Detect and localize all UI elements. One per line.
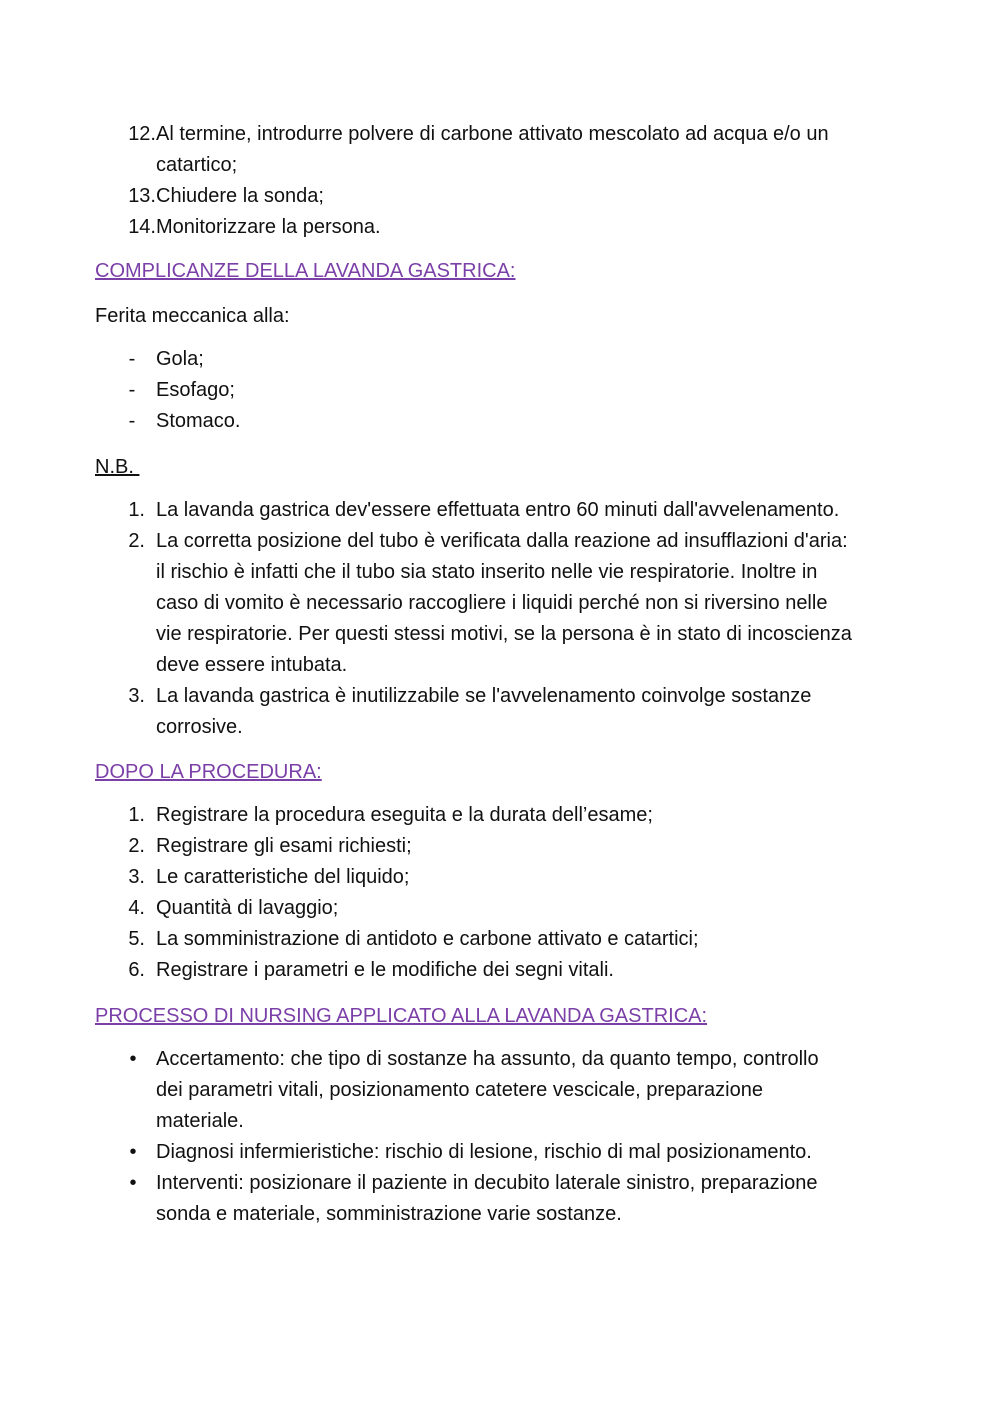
- list-text: corrosive.: [156, 716, 243, 738]
- list-text: Registrare gli esami richiesti;: [156, 835, 412, 857]
- list-item-continuation: [95, 1106, 915, 1137]
- dash-marker: -: [128, 379, 136, 401]
- list-item: [95, 924, 915, 955]
- list-item: [95, 495, 915, 526]
- nursing-list: [95, 1044, 915, 1230]
- list-text: catartico;: [156, 154, 238, 176]
- list-number: 2.: [128, 530, 145, 552]
- list-item: [95, 1168, 915, 1199]
- list-item: [95, 375, 915, 406]
- list-item: [95, 181, 915, 212]
- list-item-continuation: [95, 1075, 915, 1106]
- complicanze-list: [95, 344, 915, 437]
- bullet-marker: •: [129, 1141, 137, 1163]
- list-text: Al termine, introdurre polvere di carbone attivato mescolato ad acqua e/o un: [156, 123, 829, 145]
- list-text: Monitorizzare la persona.: [156, 216, 381, 238]
- list-text: Quantità di lavaggio;: [156, 897, 339, 919]
- list-item: [95, 344, 915, 375]
- list-text: Diagnosi infermieristiche: rischio di lesione, rischio di mal posizionamento.: [156, 1141, 812, 1163]
- list-text: deve essere intubata.: [156, 654, 348, 676]
- dopo-heading: DOPO LA PROCEDURA:: [95, 761, 322, 783]
- dopo-list: [95, 800, 915, 986]
- list-item-continuation: [95, 619, 915, 650]
- list-text: dei parametri vitali, posizionamento catetere vescicale, preparazione: [156, 1079, 763, 1101]
- list-number: 4.: [128, 897, 145, 919]
- nursing-heading: PROCESSO DI NURSING APPLICATO ALLA LAVANDA GASTRICA:: [95, 1005, 708, 1027]
- list-number: 5.: [128, 928, 145, 950]
- list-number: 2.: [128, 835, 145, 857]
- list-text: Accertamento: che tipo di sostanze ha assunto, da quanto tempo, controllo: [156, 1048, 819, 1070]
- bullet-marker: •: [129, 1172, 137, 1194]
- list-text: Interventi: posizionare il paziente in decubito laterale sinistro, preparazione: [156, 1172, 818, 1194]
- list-text: La corretta posizione del tubo è verificata dalla reazione ad insufflazioni d'aria:: [156, 530, 848, 552]
- list-item-continuation: [95, 557, 915, 588]
- list-text: La lavanda gastrica è inutilizzabile se l'avvelenamento coinvolge sostanze: [156, 685, 812, 707]
- list-text: Esofago;: [156, 379, 235, 401]
- list-number: 1.: [128, 499, 145, 521]
- nb-list: [95, 495, 915, 743]
- list-item: [95, 1137, 915, 1168]
- list-text: caso di vomito è necessario raccogliere i liquidi perché non si riversino nelle: [156, 592, 828, 614]
- list-item-continuation: [95, 150, 915, 181]
- list-item: [95, 862, 915, 893]
- list-item: [95, 212, 915, 243]
- list-text: il rischio è infatti che il tubo sia stato inserito nelle vie respiratorie. Inoltre in: [156, 561, 818, 583]
- dash-marker: -: [128, 410, 136, 432]
- list-number: 12.: [128, 123, 156, 145]
- list-number: 1.: [128, 804, 145, 826]
- list-item: [95, 526, 915, 557]
- list-item: [95, 800, 915, 831]
- list-number: 14.: [128, 216, 156, 238]
- dash-marker: -: [128, 348, 136, 370]
- steps-continued-list: [95, 119, 915, 243]
- list-item: [95, 831, 915, 862]
- list-text: La somministrazione di antidoto e carbone attivato e catartici;: [156, 928, 699, 950]
- complicanze-intro: Ferita meccanica alla:: [95, 305, 290, 327]
- list-item: [95, 119, 915, 150]
- list-text: Le caratteristiche del liquido;: [156, 866, 410, 888]
- list-item: [95, 1044, 915, 1075]
- list-text: vie respiratorie. Per questi stessi motivi, se la persona è in stato di incoscienza: [156, 623, 852, 645]
- list-item-continuation: [95, 650, 915, 681]
- complicanze-heading: COMPLICANZE DELLA LAVANDA GASTRICA:: [95, 260, 516, 282]
- list-text: materiale.: [156, 1110, 244, 1132]
- list-text: Gola;: [156, 348, 204, 370]
- list-item: [95, 406, 915, 437]
- list-text: Registrare la procedura eseguita e la durata dell’esame;: [156, 804, 653, 826]
- list-number: 6.: [128, 959, 145, 981]
- list-item: [95, 893, 915, 924]
- nb-label: N.B.: [95, 456, 140, 478]
- list-item: [95, 681, 915, 712]
- bullet-marker: •: [129, 1048, 137, 1070]
- list-text: Registrare i parametri e le modifiche dei segni vitali.: [156, 959, 614, 981]
- list-number: 3.: [128, 685, 145, 707]
- list-text: sonda e materiale, somministrazione varie sostanze.: [156, 1203, 622, 1225]
- list-text: Stomaco.: [156, 410, 241, 432]
- list-text: La lavanda gastrica dev'essere effettuata entro 60 minuti dall'avvelenamento.: [156, 499, 840, 521]
- list-number: 13.: [128, 185, 156, 207]
- list-item-continuation: [95, 712, 915, 743]
- list-number: 3.: [128, 866, 145, 888]
- list-item-continuation: [95, 1199, 915, 1230]
- list-text: Chiudere la sonda;: [156, 185, 324, 207]
- list-item-continuation: [95, 588, 915, 619]
- list-item: [95, 955, 915, 986]
